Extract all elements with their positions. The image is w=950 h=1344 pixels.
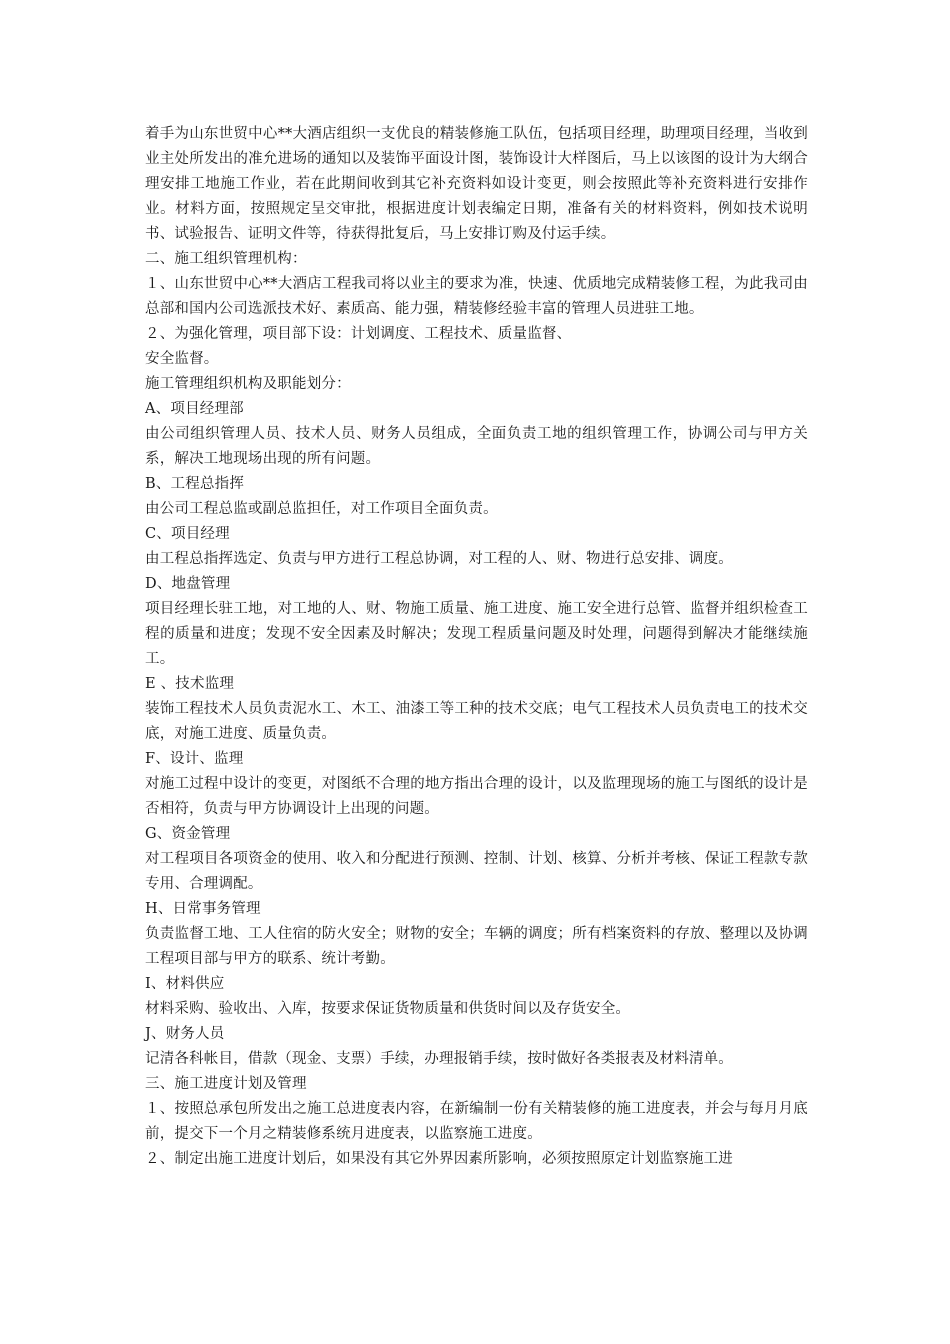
paragraph-i: 材料采购、验收出、入库，按要求保证货物质量和供货时间以及存货安全。 [145, 1001, 631, 1017]
document-page [145, 122, 808, 1172]
paragraph-f: 对施工过程中设计的变更，对图纸不合理的地方指出合理的设计，以及监理现场的施工与图纸的设计是否相符，负责与甲方协调设计上出现的问题。 [145, 776, 808, 817]
paragraph-3-1: １、按照总承包所发出之施工总进度表内容，在新编制一份有关精装修的施工进度表，并会与每月月底前，提交下一个月之精装修系统月进度表，以监察施工进度。 [145, 1101, 808, 1142]
subheading-org-structure: 施工管理组织机构及职能划分： [145, 376, 351, 392]
paragraph-2-1: １、山东世贸中心**大酒店工程我司将以业主的要求为准，快速、优质地完成精装修工程，为此我司由总部和国内公司选派技术好、素质高、能力强，精装修经验丰富的管理人员进驻工地。 [145, 276, 808, 317]
subheading-i: I、材料供应 [145, 976, 225, 992]
paragraph-e: 装饰工程技术人员负责泥水工、木工、油漆工等工种的技术交底；电气工程技术人员负责电工的技术交底，对施工进度、质量负责。 [145, 701, 808, 742]
paragraph-2-2: ２、为强化管理，项目部下设：计划调度、工程技术、质量监督、 [145, 326, 572, 342]
section-heading-2: 二、施工组织管理机构： [145, 251, 307, 267]
paragraph-2-2-cont: 安全监督。 [145, 351, 219, 367]
paragraph-c: 由工程总指挥选定、负责与甲方进行工程总协调，对工程的人、财、物进行总安排、调度。 [145, 551, 733, 567]
subheading-g: G、资金管理 [145, 826, 231, 842]
subheading-a: A、项目经理部 [145, 401, 244, 417]
subheading-b: B、工程总指挥 [145, 476, 245, 492]
paragraph-b: 由公司工程总监或副总监担任，对工作项目全面负责。 [145, 501, 498, 517]
subheading-h: H、日常事务管理 [145, 901, 261, 917]
paragraph-d: 项目经理长驻工地，对工地的人、财、物施工质量、施工进度、施工安全进行总管、监督并组织检查工程的质量和进度；发现不安全因素及时解决；发现工程质量问题及时处理，问题得到解决才能继续施工。 [145, 601, 808, 667]
paragraph-a: 由公司组织管理人员、技术人员、财务人员组成，全面负责工地的组织管理工作，协调公司与甲方关系，解决工地现场出现的所有问题。 [145, 426, 808, 467]
subheading-j: J、财务人员 [145, 1026, 225, 1042]
subheading-e: E 、技术监理 [145, 676, 235, 692]
section-heading-3: 三、施工进度计划及管理 [145, 1076, 307, 1092]
paragraph-intro: 着手为山东世贸中心**大酒店组织一支优良的精装修施工队伍，包括项目经理，助理项目经理，当收到业主处所发出的准允进场的通知以及装饰平面设计图，装饰设计大样图后，马上以该图的设计为大纲合理安排工地施工作业，若在此期间收到其它补充资料如设计变更，则会按照此等补充资料进行安排作业。材料方面，按照规定呈交审批，根据进度计划表编定日期，准备有关的材料资料，例如技术说明书、试验报告、证明文件等，待获得批复后，马上安排订购及付运手续。 [145, 126, 808, 242]
paragraph-h: 负责监督工地、工人住宿的防火安全；财物的安全；车辆的调度；所有档案资料的存放、整理以及协调工程项目部与甲方的联系、统计考勤。 [145, 926, 808, 967]
paragraph-3-2: ２、制定出施工进度计划后，如果没有其它外界因素所影响，必须按照原定计划监察施工进 [145, 1151, 733, 1167]
subheading-f: F、设计、监理 [145, 751, 244, 767]
paragraph-g: 对工程项目各项资金的使用、收入和分配进行预测、控制、计划、核算、分析并考核、保证工程款专款专用、合理调配。 [145, 851, 808, 892]
paragraph-j: 记清各科帐目，借款（现金、支票）手续，办理报销手续，按时做好各类报表及材料清单。 [145, 1051, 733, 1067]
subheading-c: C、项目经理 [145, 526, 230, 542]
subheading-d: D、地盘管理 [145, 576, 231, 592]
